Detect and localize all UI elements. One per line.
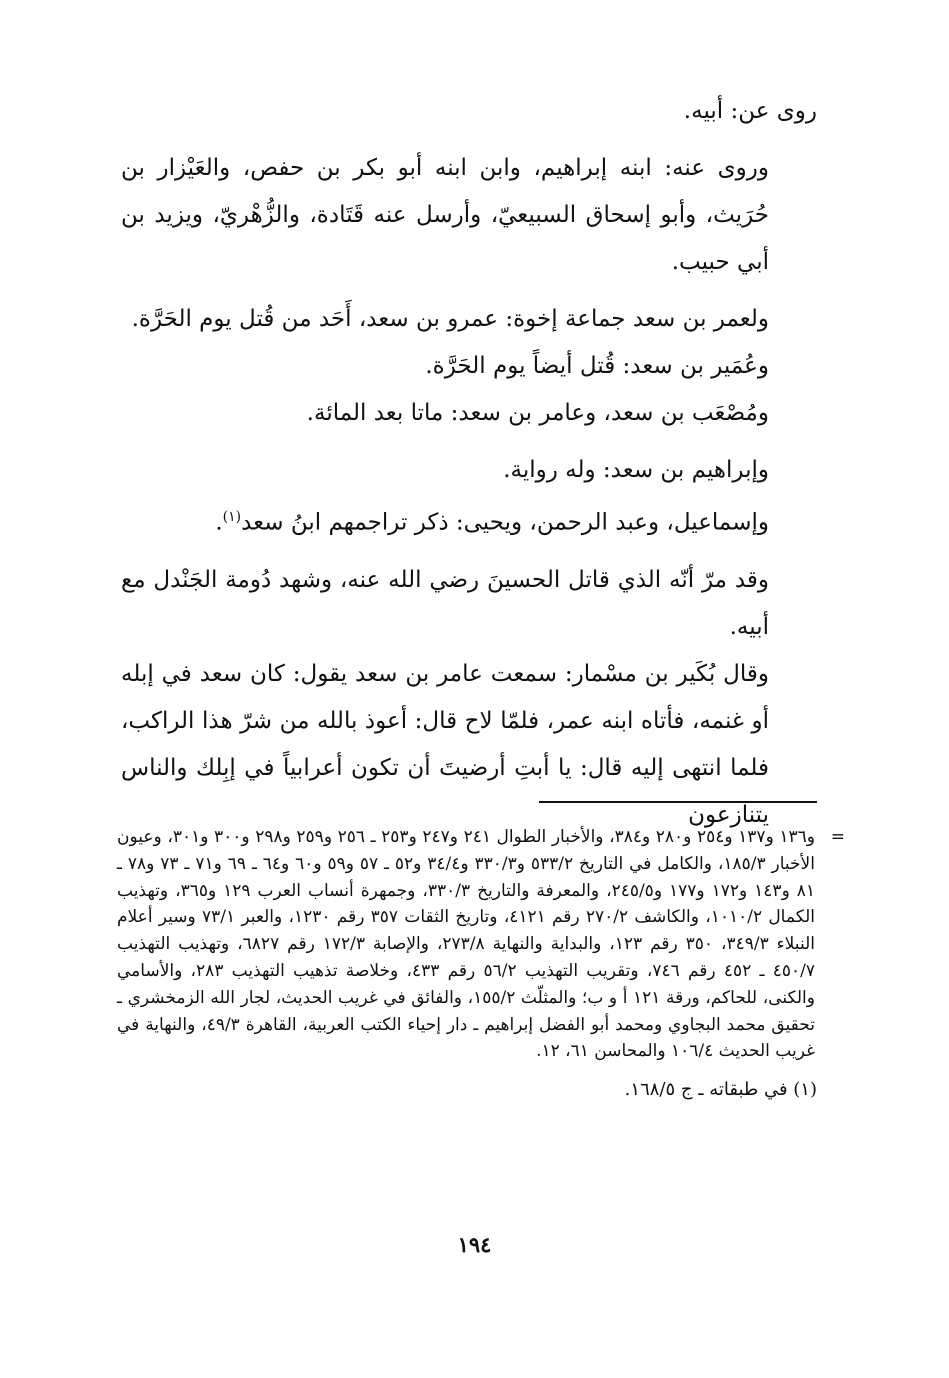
- paragraph-text: وإسماعيل، وعبد الرحمن، ويحيى: ذكر تراجمهم ابنُ سعد: [241, 509, 769, 536]
- footnote-continuation: [117, 824, 845, 1065]
- paragraph-with-footnote: وإسماعيل، وعبد الرحمن، ويحيى: ذكر تراجمهم ابنُ سعد$^{(١)}$.: [215, 509, 769, 536]
- paragraph: ومُصْعَب بن سعد، وعامر بن سعد: ماتا بعد المائة.: [306, 400, 769, 426]
- paragraph: وقال بُكَير بن مسْمار: سمعت عامر بن سعد يقول: كان سعد في إبله أو غنمه، فأتاه ابنه عمر، فلمّا لاح قال: أعوذ بالله من شرّ هذا الراكب، فلما انتهى إليه قال: يا أبتِ أرضيتَ أن تكون أعرابياً في إبِلك والناس يتنازعون: [121, 660, 769, 828]
- footnotes: [117, 824, 845, 1104]
- paragraph: وعُمَير بن سعد: قُتل أيضاً يوم الحَرَّة.: [425, 353, 769, 379]
- paragraph: وروى عنه: ابنه إبراهيم، وابن ابنه أبو بكر بن حفص، والعَيْزار بن حُرَيث، وأبو إسحاق السبيعيّ، وأرسل عنه قَتَادة، والزُّهْريّ، ويزيد بن أبي حبيب.: [121, 155, 769, 275]
- footnote-reference: (١): [222, 509, 242, 525]
- footnote-1: (١) في طبقاته ـ ج ١٦٨/٥.: [624, 1079, 817, 1101]
- paragraph: وقد مرّ أنّه الذي قاتل الحسينَ رضي الله عنه، وشهد دُومة الجَنْدل مع أبيه.: [121, 566, 769, 640]
- continuation-marker: =: [830, 827, 845, 847]
- footnote-separator: [539, 801, 817, 803]
- paragraph: روى عن: أبيه.: [683, 98, 817, 124]
- main-text: [121, 88, 817, 839]
- paragraph: ولعمر بن سعد جماعة إخوة: عمرو بن سعد، أَحَد من قُتل يوم الحَرَّة.: [131, 306, 769, 332]
- page-number: ١٩٤: [457, 1232, 492, 1257]
- footnote-continuation-text: و١٣٦ و١٣٧ و٢٥٤ و٢٨٠ و٣٨٤، والأخبار الطوال ٢٤١ و٢٤٧ و٢٥٣ ـ ٢٥٦ و٢٥٩ و٢٩٨ و٣٠٠ و٣٠١، وعيون الأخبار ١٨٥/٣، والكامل في التاريخ ٥٣٣/٢ و٣٣٠/٣ و٣٤/٤ و٥٢ ـ ٥٧ و٥٩ و٦٠ و٦٤ ـ ٦٩ و٧١ ـ ٧٣ و٧٨ ـ ٨١ و١٤٣ و١٧٢ و١٧٧ و٢٤٥/٥، والمعرفة والتاريخ ٣٣٠/٣، وجمهرة أنساب العرب ١٢٩ و٣٦٥، وتهذيب الكمال ١٠١٠/٢، والكاشف ٢٧٠/٢ رقم ٤١٢١، وتاريخ الثقات ٣٥٧ رقم ١٢٣٠، والعبر ٧٣/١ وسير أعلام النبلاء ٣٤٩/٣، ٣٥٠ رقم ١٢٣، والبداية والنهاية ٢٧٣/٨، والإصابة ١٧٢/٣ رقم ٦٨٢٧، وتهذيب التهذيب ٤٥٠/٧ ـ ٤٥٢ رقم ٧٤٦، وتقريب التهذيب ٥٦/٢ رقم ٤٣٣، وخلاصة تذهيب التهذيب ٢٨٣، والأسامي والكنى، للحاكم، ورقة ١٢١ أ و ب؛ والمثلّث ١٥٥/٢، والفائق في غريب الحديث، لجار الله الزمخشري ـ تحقيق محمد البجاوي ومحمد أبو الفضل إبراهيم ـ دار إحياء الكتب العربية، القاهرة ٤٩/٣، والنهاية في غريب الحديث ١٠٦/٤ والمحاسن ٦١، ١٢.: [117, 827, 815, 1062]
- paragraph: وإبراهيم بن سعد: وله رواية.: [503, 457, 769, 483]
